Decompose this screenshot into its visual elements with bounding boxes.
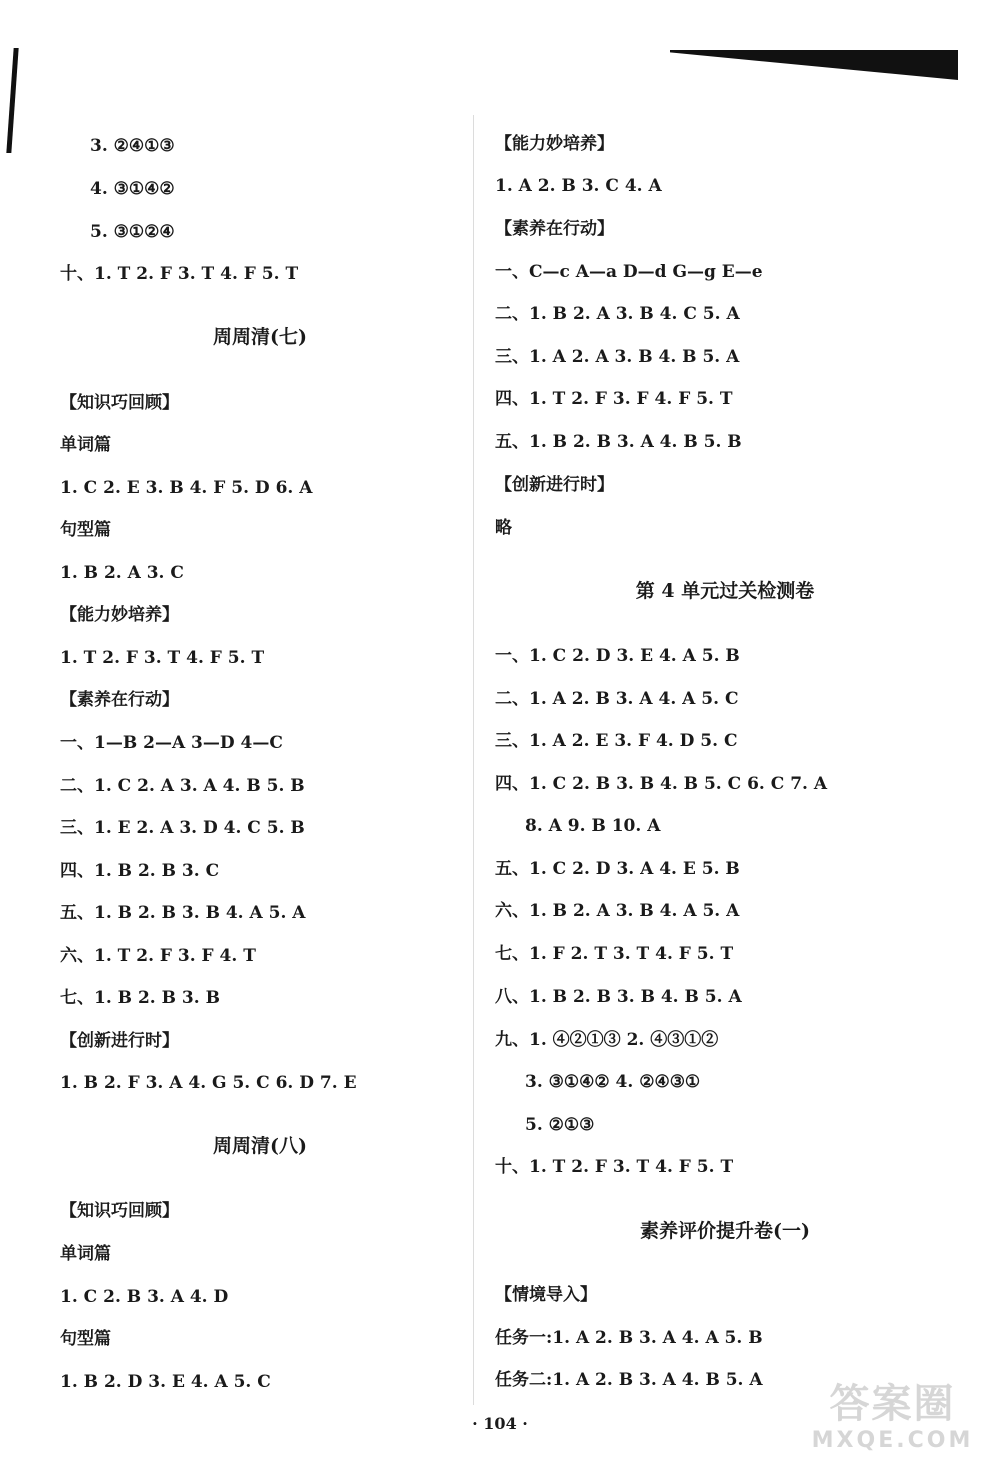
section-header: 单词篇 bbox=[60, 1244, 111, 1264]
section-header: 【能力妙培养】 bbox=[495, 134, 614, 154]
answer-line: 1. B 2. D 3. E 4. A 5. C bbox=[60, 1372, 271, 1392]
answer-line: 略 bbox=[495, 518, 512, 538]
answer-line: 八、1. B 2. B 3. B 4. B 5. A bbox=[495, 987, 742, 1007]
answer-line: 5. ②①③ bbox=[525, 1115, 595, 1135]
answer-line: 十、1. T 2. F 3. T 4. F 5. T bbox=[495, 1157, 734, 1177]
watermark-url-text: MXQE.COM bbox=[811, 1428, 974, 1453]
answer-line: 4. ③①④② bbox=[90, 179, 175, 199]
section-header: 【素养在行动】 bbox=[495, 219, 614, 239]
answer-line: 1. A 2. B 3. C 4. A bbox=[495, 176, 662, 196]
answer-line: 五、1. B 2. B 3. A 4. B 5. B bbox=[495, 432, 742, 452]
section-header: 【知识巧回顾】 bbox=[60, 393, 179, 413]
answer-line: 七、1. B 2. B 3. B bbox=[60, 988, 220, 1008]
answer-line: 六、1. B 2. A 3. B 4. A 5. A bbox=[495, 901, 740, 921]
answer-line: 五、1. B 2. B 3. B 4. A 5. A bbox=[60, 903, 306, 923]
section-header: 【知识巧回顾】 bbox=[60, 1201, 179, 1221]
scan-corner-mark bbox=[670, 50, 958, 80]
section-header: 单词篇 bbox=[60, 435, 111, 455]
answer-line: 三、1. A 2. E 3. F 4. D 5. C bbox=[495, 731, 738, 751]
section-header: 【创新进行时】 bbox=[495, 475, 614, 495]
answer-line: 四、1. B 2. B 3. C bbox=[60, 861, 220, 881]
section-header: 句型篇 bbox=[60, 1329, 111, 1349]
section-header: 【能力妙培养】 bbox=[60, 605, 179, 625]
watermark-main-text: 答案圈 bbox=[829, 1381, 956, 1427]
answer-line: 十、1. T 2. F 3. T 4. F 5. T bbox=[60, 264, 299, 284]
section-title: 周周清(七) bbox=[213, 326, 307, 348]
answer-line: 三、1. A 2. A 3. B 4. B 5. A bbox=[495, 347, 740, 367]
answer-line: 二、1. C 2. A 3. A 4. B 5. B bbox=[60, 776, 305, 796]
section-header: 【创新进行时】 bbox=[60, 1031, 179, 1051]
answer-line: 1. T 2. F 3. T 4. F 5. T bbox=[60, 648, 265, 668]
answer-line: 一、1—B 2—A 3—D 4—C bbox=[60, 733, 283, 753]
answer-line: 5. ③①②④ bbox=[90, 222, 175, 242]
answer-line: 四、1. T 2. F 3. F 4. F 5. T bbox=[495, 389, 733, 409]
answer-line: 七、1. F 2. T 3. T 4. F 5. T bbox=[495, 944, 734, 964]
answer-line: 3. ②④①③ bbox=[90, 136, 175, 156]
section-title: 第 4 单元过关检测卷 bbox=[635, 580, 815, 602]
answer-line: 三、1. E 2. A 3. D 4. C 5. B bbox=[60, 818, 305, 838]
section-title: 素养评价提升卷(一) bbox=[640, 1220, 810, 1242]
section-header: 【素养在行动】 bbox=[60, 690, 179, 710]
section-title: 周周清(八) bbox=[213, 1135, 307, 1157]
answer-line: 1. C 2. B 3. A 4. D bbox=[60, 1287, 229, 1307]
answer-line: 任务二:1. A 2. B 3. A 4. B 5. A bbox=[495, 1370, 763, 1390]
answer-line: 五、1. C 2. D 3. A 4. E 5. B bbox=[495, 859, 740, 879]
answer-line: 任务一:1. A 2. B 3. A 4. A 5. B bbox=[495, 1328, 763, 1348]
answer-line: 二、1. B 2. A 3. B 4. C 5. A bbox=[495, 304, 740, 324]
answer-line: 一、C—c A—a D—d G—g E—e bbox=[495, 262, 763, 282]
section-header: 句型篇 bbox=[60, 520, 111, 540]
answer-line: 1. C 2. E 3. B 4. F 5. D 6. A bbox=[60, 478, 313, 498]
answer-line: 1. B 2. F 3. A 4. G 5. C 6. D 7. E bbox=[60, 1073, 357, 1093]
watermark-logo bbox=[805, 1380, 980, 1465]
page-number: · 104 · bbox=[472, 1414, 528, 1433]
answer-line: 3. ③①④② 4. ②④③① bbox=[525, 1072, 701, 1092]
answer-line: 九、1. ④②①③ 2. ④③①② bbox=[495, 1030, 719, 1050]
answer-line: 8. A 9. B 10. A bbox=[525, 816, 661, 836]
column-divider bbox=[473, 115, 474, 1405]
answer-line: 四、1. C 2. B 3. B 4. B 5. C 6. C 7. A bbox=[495, 774, 828, 794]
section-header: 【情境导入】 bbox=[495, 1285, 597, 1305]
answer-line: 一、1. C 2. D 3. E 4. A 5. B bbox=[495, 646, 740, 666]
answer-line: 二、1. A 2. B 3. A 4. A 5. C bbox=[495, 689, 739, 709]
answer-line: 1. B 2. A 3. C bbox=[60, 563, 184, 583]
scan-edge-mark bbox=[6, 48, 18, 153]
answer-line: 六、1. T 2. F 3. F 4. T bbox=[60, 946, 256, 966]
